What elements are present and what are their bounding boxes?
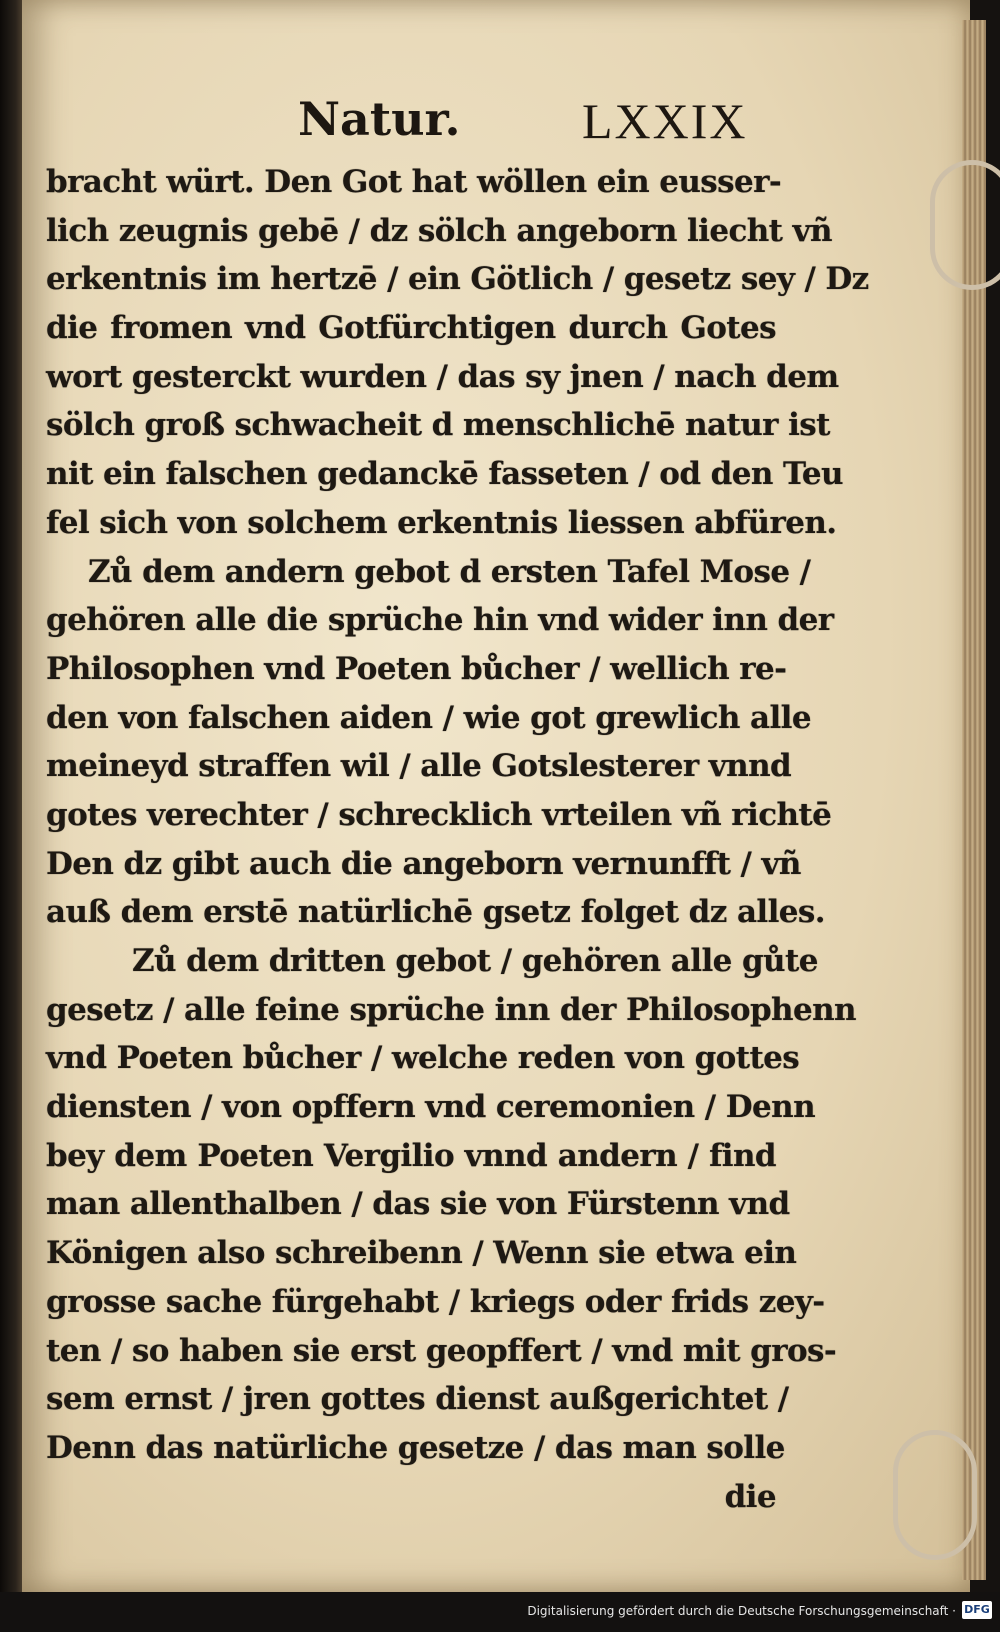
running-title: Natur.: [298, 92, 461, 146]
text-line: bracht würt. Den Got hat wöllen ein eusser-: [46, 164, 782, 200]
text-line: ten / so haben sie erst geopffert / vnd mit gros-: [46, 1332, 837, 1369]
text-line: diensten / von opffern vnd ceremonien / Denn: [46, 1089, 816, 1126]
text-line: auß dem erstē natürlichē gsetz folget dz alles.: [46, 894, 825, 931]
text-block: [46, 158, 869, 1521]
catchword: die: [724, 1478, 776, 1515]
text-line: bey dem Poeten Vergilio vnnd andern / find: [46, 1137, 776, 1174]
text-line: gotes verechter / schrecklich vrteilen vñ richtē: [46, 796, 832, 833]
digitization-footer: [0, 1592, 1000, 1632]
text-line: man allenthalben / das sie von Fürstenn vnd: [46, 1186, 790, 1223]
text-line: Königen also schreibenn / Wenn sie etwa ein: [46, 1235, 797, 1272]
text-line: Philosophen vnd Poeten bůcher / wellich re-: [46, 650, 787, 687]
text-line: die fromen vnd Gotfürchtigen durch Gotes: [46, 310, 776, 347]
text-line: gesetz / alle feine sprüche inn der Philosophenn: [46, 991, 856, 1028]
text-line: wort gesterckt wurden / das sy jnen / nach dem: [46, 358, 839, 395]
text-line: Zů dem andern gebot d ersten Tafel Mose /: [88, 553, 811, 590]
folio-number: LXXIX: [582, 93, 748, 149]
text-line: gehören alle die sprüche hin vnd wider inn der: [46, 602, 834, 639]
page-clip-bottom: [893, 1430, 977, 1560]
text-line: Den dz gibt auch die angeborn vernunfft / vñ: [46, 845, 801, 882]
text-line: sölch groß schwacheit d menschlichē natur ist: [46, 407, 830, 444]
text-line: fel sich von solchem erkentnis liessen abfüren.: [46, 504, 837, 541]
funding-credit: Digitalisierung gefördert durch die Deutsche Forschungsgemeinschaft ·: [527, 1604, 956, 1618]
text-line: sem ernst / jren gottes dienst außgerichtet /: [46, 1381, 789, 1418]
text-line: vnd Poeten bůcher / welche reden von gottes: [46, 1040, 800, 1077]
text-line: Denn das natürliche gesetze / das man solle: [46, 1429, 785, 1466]
text-line: lich zeugnis gebē / dz sölch angeborn liecht vñ: [46, 212, 832, 249]
dfg-logo: DFG: [962, 1601, 992, 1619]
text-line: den von falschen aiden / wie got grewlich alle: [46, 699, 811, 736]
text-line: nit ein falschen gedanckē fasseten / od den Teu: [46, 456, 843, 493]
text-line: grosse sache fürgehabt / kriegs oder frids zey-: [46, 1283, 825, 1320]
text-line: Zů dem dritten gebot / gehören alle gůte: [132, 943, 818, 979]
text-line: erkentnis im hertzē / ein Götlich / gesetz sey / Dz: [46, 261, 869, 298]
page-clip-top: [930, 160, 1000, 290]
text-line: meineyd straffen wil / alle Gotslesterer vnnd: [46, 748, 792, 785]
page-header: [0, 92, 1000, 152]
